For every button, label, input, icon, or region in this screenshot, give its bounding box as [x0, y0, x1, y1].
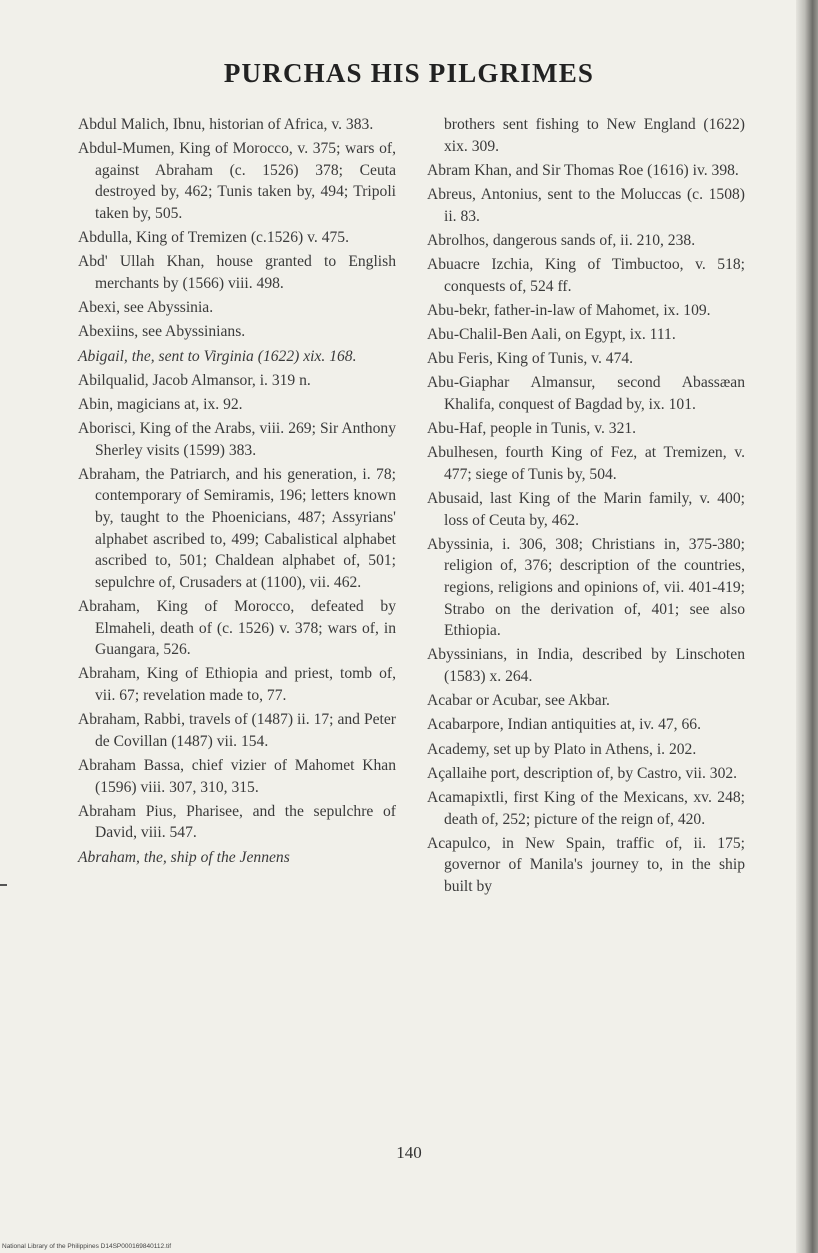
- index-entry: Acabar or Acubar, see Akbar.: [427, 692, 610, 710]
- index-entry: Abusaid, last King of the Marin family, v. 400; loss of Ceuta by, 462.: [427, 490, 745, 529]
- index-entry: brothers sent fishing to New England (1622) xix. 309.: [444, 116, 745, 155]
- index-entry: Abraham, King of Ethiopia and priest, tomb of, vii. 67; revelation made to, 77.: [78, 665, 396, 704]
- index-entry: Abram Khan, and Sir Thomas Roe (1616) iv. 398.: [427, 161, 739, 179]
- index-entry: Abdulla, King of Tremizen (c.1526) v. 475.: [78, 229, 349, 247]
- index-entry: Abrolhos, dangerous sands of, ii. 210, 238.: [427, 231, 696, 249]
- index-entry: Abdul Malich, Ibnu, historian of Africa, v. 383.: [78, 116, 374, 133]
- index-entry: Abraham, King of Morocco, defeated by Elmaheli, death of (c. 1526) v. 378; wars of, in Guangara, 526.: [78, 598, 396, 659]
- index-entry: Acabarpore, Indian antiquities at, iv. 47, 66.: [427, 716, 701, 734]
- index-entry: Academy, set up by Plato in Athens, i. 202.: [427, 740, 697, 758]
- index-entry: Acamapixtli, first King of the Mexicans, xv. 248; death of, 252; picture of the reign of, 420.: [427, 788, 745, 828]
- page-number: 140: [396, 1143, 422, 1162]
- index-entry: Abdul-Mumen, King of Morocco, v. 375; wars of, against Abraham (c. 1526) 378; Ceuta destroyed by, 462; Tunis taken by, 494; Tripoli taken by, 505.: [78, 140, 396, 222]
- index-entry: Abd' Ullah Khan, house granted to English merchants by (1566) viii. 498.: [78, 253, 396, 292]
- index-entry: Abu Feris, King of Tunis, v. 474.: [427, 350, 634, 368]
- margin-mark: [0, 884, 7, 886]
- page-edge-shadow: [796, 0, 818, 1253]
- index-entry: Acapulco, in New Spain, traffic of, ii. 175; governor of Manila's journey to, in the ship built by: [427, 834, 745, 895]
- index-entry: Abulhesen, fourth King of Fez, at Tremizen, v. 477; siege of Tunis by, 504.: [427, 444, 745, 483]
- index-entry: Abraham, Rabbi, travels of (1487) ii. 17; and Peter de Covillan (1487) vii. 154.: [78, 711, 396, 750]
- index-entry: Abraham Pius, Pharisee, and the sepulchre of David, viii. 547.: [78, 802, 396, 842]
- index-entry: Abu-Chalil-Ben Aali, on Egypt, ix. 111.: [427, 325, 676, 343]
- index-entry: Abraham Bassa, chief vizier of Mahomet Khan (1596) viii. 307, 310, 315.: [78, 756, 396, 796]
- index-entry: Açallaihe port, description of, by Castro, vii. 302.: [427, 764, 738, 782]
- index-entry: Abu-Haf, people in Tunis, v. 321.: [427, 420, 637, 438]
- index-entry: Abexi, see Abyssinia.: [78, 299, 214, 317]
- index-entry: Abyssinia, i. 306, 308; Christians in, 375-380; religion of, 376; description of the countries, regions, religions and opinions of, vii. 401-419; Strabo on the derivation of, 401; see also Ethiopia.: [427, 535, 745, 640]
- index-entry: Abexiins, see Abyssinians.: [78, 323, 246, 341]
- index-entry: Abyssinians, in India, described by Linschoten (1583) x. 264.: [427, 646, 745, 685]
- scan-credit: National Library of the Philippines D14SP000169840112.tif: [2, 1243, 171, 1250]
- right-column: [427, 114, 745, 900]
- index-entry: Abraham, the Patriarch, and his generation, i. 78; contemporary of Semiramis, 196; letters known by, taught to the Phoenicians, 487; Assyrians' alphabet ascribed to, 499; Cabalistical alphabet ascribed to, 501; Chaldean alphabet of, 501; sepulchre of, Crusaders at (1100), vii. 462.: [78, 465, 396, 591]
- index-entry: Abraham, the, ship of the Jennens: [78, 848, 290, 866]
- index-entry: Aborisci, King of the Arabs, viii. 269; Sir Anthony Sherley visits (1599) 383.: [78, 420, 396, 459]
- index-entry: Abigail, the, sent to Virginia (1622) xix. 168.: [78, 347, 357, 365]
- index-entry: Abu-bekr, father-in-law of Mahomet, ix. 109.: [427, 301, 711, 319]
- index-entry: Abin, magicians at, ix. 92.: [78, 395, 243, 413]
- index-entry: Abreus, Antonius, sent to the Moluccas (c. 1508) ii. 83.: [427, 185, 745, 225]
- page-title: PURCHAS HIS PILGRIMES: [223, 58, 595, 88]
- index-entry: Abilqualid, Jacob Almansor, i. 319 n.: [78, 371, 311, 389]
- left-column: [78, 114, 396, 871]
- index-entry: Abuacre Izchia, King of Timbuctoo, v. 518; conquests of, 524 ff.: [427, 255, 745, 295]
- index-entry: Abu-Giaphar Almansur, second Abassæan Khalifa, conquest of Bagdad by, ix. 101.: [427, 374, 745, 413]
